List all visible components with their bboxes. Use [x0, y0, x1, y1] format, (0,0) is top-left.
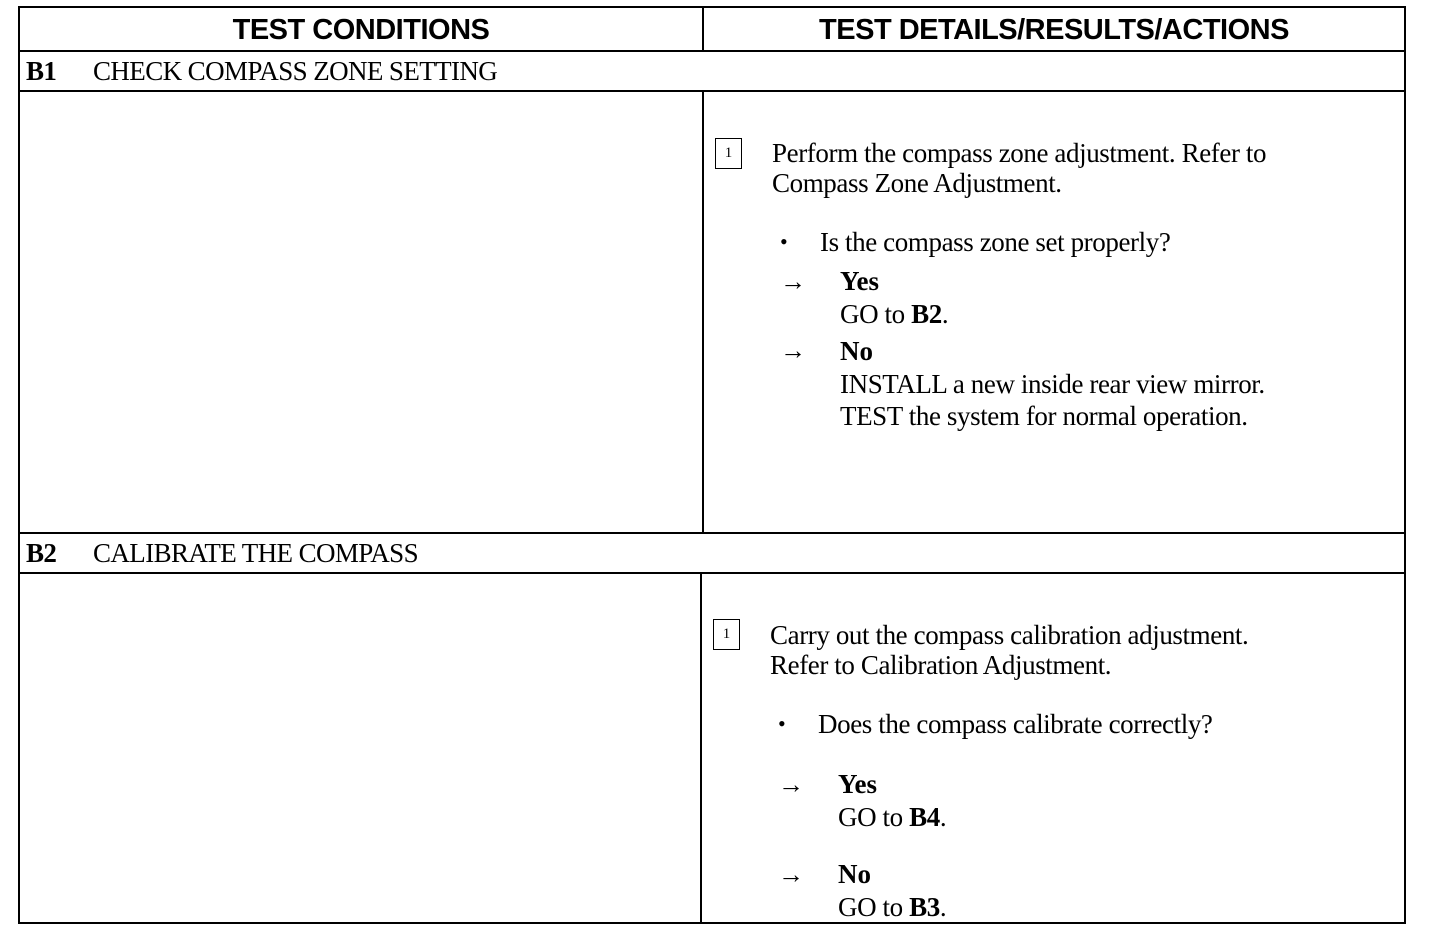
step-code-b1: B1 [26, 56, 57, 86]
step-code-b2: B2 [26, 538, 57, 568]
action-text: . [941, 299, 949, 329]
action-text: . [939, 802, 947, 832]
action-text: GO to [838, 802, 910, 832]
step-title-b1 [26, 56, 497, 87]
step-title-b2 [26, 538, 418, 569]
header-test-conditions: TEST CONDITIONS [232, 14, 490, 46]
step-reference-link[interactable]: B2 [911, 299, 942, 329]
no-action-b1 [840, 368, 1265, 432]
item-number-box-b2: 1 [713, 619, 740, 650]
instruction-b2 [770, 620, 1248, 680]
arrow-icon: → [778, 770, 804, 799]
b2-top-divider [20, 532, 1404, 534]
instruction-line: Compass Zone Adjustment. [772, 168, 1062, 198]
question-b1: Is the compass zone set properly? [820, 227, 1171, 257]
bullet-b1: • [780, 229, 788, 254]
column-divider-b2 [700, 574, 702, 922]
diagnostic-table [18, 6, 1406, 924]
instruction-b1 [772, 138, 1266, 198]
arrow-icon: → [778, 860, 804, 889]
yes-action-b2 [838, 801, 946, 833]
step-reference-link[interactable]: B4 [909, 802, 940, 832]
yes-label-b1: Yes [840, 266, 879, 296]
no-label-b1: No [840, 336, 873, 366]
arrow-icon: → [780, 336, 806, 365]
bullet-b2: • [778, 711, 786, 736]
no-label-b2: No [838, 859, 871, 889]
yes-label-b2: Yes [838, 769, 877, 799]
instruction-line: Refer to Calibration Adjustment. [770, 650, 1112, 680]
instruction-line: Perform the compass zone adjustment. Refer to [772, 138, 1267, 168]
action-text: GO to [838, 892, 910, 922]
action-text: . [939, 892, 947, 922]
action-text: GO to [840, 299, 912, 329]
b2-title-divider [20, 572, 1404, 574]
item-number-box-b1: 1 [715, 138, 742, 169]
b1-title-divider [20, 90, 1404, 92]
step-title-text-b1: CHECK COMPASS ZONE SETTING [93, 56, 498, 86]
action-line: TEST the system for normal operation. [840, 401, 1248, 431]
yes-action-b1 [840, 298, 948, 330]
step-title-text-b2: CALIBRATE THE COMPASS [93, 538, 418, 568]
question-b2: Does the compass calibrate correctly? [818, 709, 1213, 739]
action-line: INSTALL a new inside rear view mirror. [840, 369, 1265, 399]
arrow-icon: → [780, 267, 806, 296]
instruction-line: Carry out the compass calibration adjustment. [770, 620, 1249, 650]
no-action-b2 [838, 891, 946, 923]
header-test-details: TEST DETAILS/RESULTS/ACTIONS [819, 14, 1289, 46]
step-reference-link[interactable]: B3 [909, 892, 940, 922]
column-divider-b1 [702, 92, 704, 532]
